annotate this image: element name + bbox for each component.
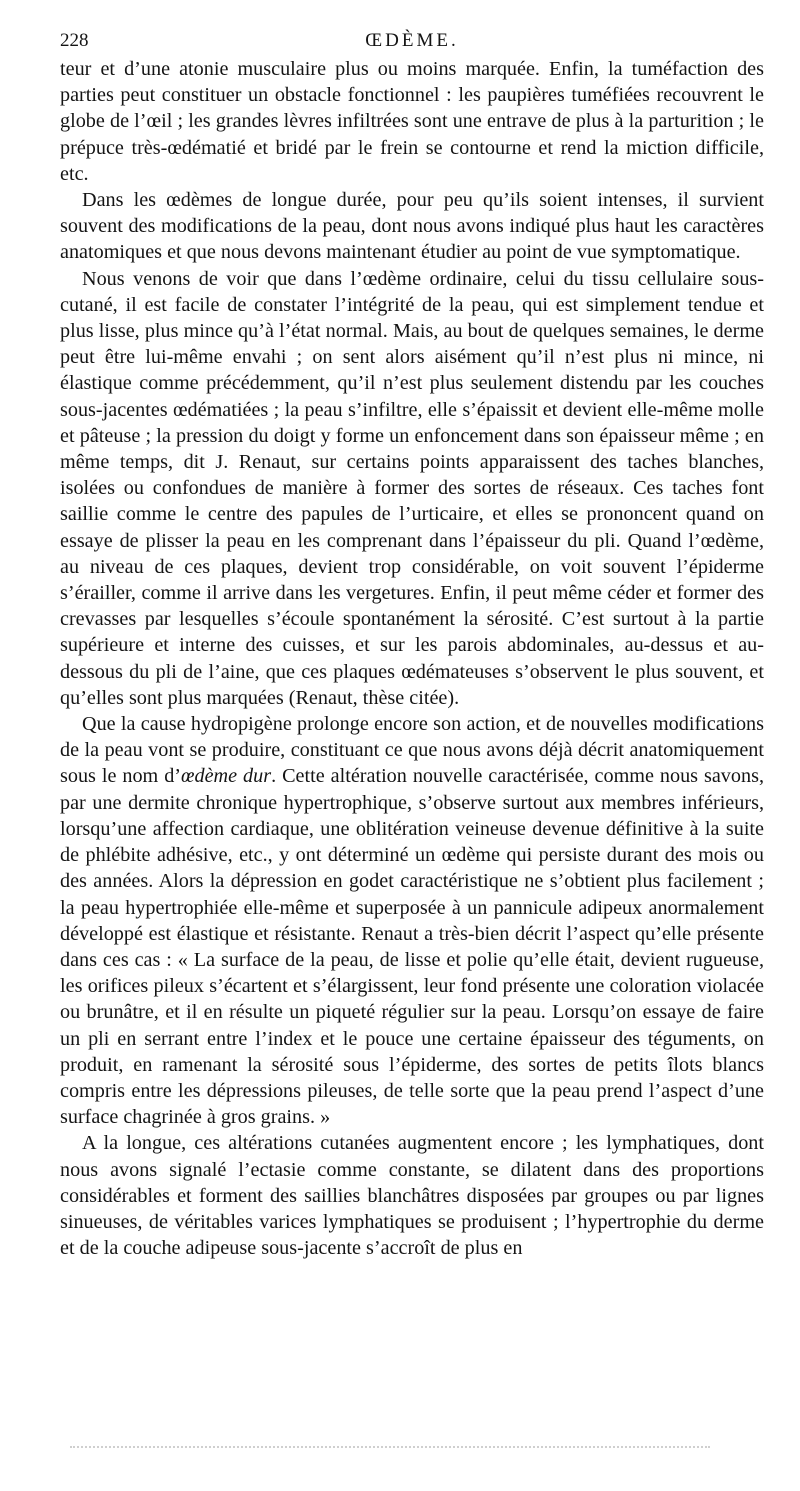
bleed-through-divider — [70, 1446, 710, 1448]
paragraph-text-after: . Cette altération nouvelle caractérisée, comme nous savons, par une dermite chronique hypertrophique, s’observe surtout aux membres inférieurs, lorsqu’une affection cardiaque, une oblitération veineuse devenue définitive à la suite de phlébite adhésive, etc., y ont déterminé un œdème qui persiste durant des mois ou des années. Alors la dépression en godet caractéristique ne s’obtient plus facilement ; la peau hypertrophiée elle-même et superposée à un pannicule adipeux anormalement développé est élastique et résistante. Renaut a très-bien décrit l’aspect qu’elle présente dans ces cas : « La surface de la peau, de lisse et polie qu’elle était, devient rugueuse, les orifices pileux s’écartent et s’élargissent, leur fond présente une coloration violacée ou brunâtre, et il en résulte un piqueté régulier sur la peau. Lorsqu’on essaye de faire un pli en serrant entre l’index et le pouce une certaine épaisseur des téguments, on produit, en ramenant la sérosité sous l’épiderme, des sortes de petits îlots blancs compris entre les dépressions pileuses, de telle sorte que la peau prend l’aspect d’une surface chagrinée à gros grains. » — [60, 765, 764, 1129]
emphasis-term: œdème dur — [181, 765, 272, 788]
book-page — [60, 30, 764, 1261]
paragraph-lymphatic-changes: A la longue, ces altérations cutanées augmentent encore ; les lymphatiques, dont nous avons signalé l’ectasie comme constante, se dilatent dans des proportions considérables et forment des saillies blanchâtres disposées par groupes ou par lignes sinueuses, de véritables varices lymphatiques se produisent ; l’hypertrophie du derme et de la couche adipeuse sous-jacente s’accroît de plus en — [60, 1132, 764, 1260]
paragraph-long-duration-oedema: Dans les œdèmes de longue durée, pour peu qu’ils soient intenses, il survient souvent des modifications de la peau, dont nous avons indiqué plus haut les caractères anatomiques et que nous devons maintenant étudier au point de vue symptomatique. — [60, 189, 764, 264]
paragraph-ordinary-oedema: Nous venons de voir que dans l’œdème ordinaire, celui du tissu cellulaire sous-cutané, il est facile de constater l’intégrité de la peau, qui est simplement tendue et plus lisse, plus mince qu’à l’état normal. Mais, au bout de quelques semaines, le derme peut être lui-même envahi ; on sent alors aisément qu’il n’est plus ni mince, ni élastique comme précédemment, qu’il n’est plus seulement distendu par les couches sous-jacentes œdématiées ; la peau s’infiltre, elle s’épaissit et devient elle-même molle et pâteuse ; la pression du doigt y forme un enfoncement dans son épaisseur même ; en même temps, dit J. Renaut, sur certains points apparaissent des taches blanches, isolées ou confondues de manière à former des sortes de réseaux. Ces taches font saillie comme le centre des papules de l’urticaire, et elles se prononcent quand on essaye de plisser la peau en les comprenant dans l’épaisseur du pli. Quand l’œdème, au niveau de ces plaques, devient trop considérable, on voit souvent l’épiderme s’érailler, comme il arrive dans les vergetures. Enfin, il peut même céder et former des crevasses par lesquelles s’écoule spontanément la sérosité. C’est surtout à la partie supérieure et interne des cuisses, et sur les parois abdominales, au-dessus et au-dessous du pli de l’aine, que ces plaques œdémateuses s’observent le plus souvent, et qu’elles sont plus marquées (Renaut, thèse citée). — [60, 267, 764, 709]
running-head: ŒDÈME. — [365, 30, 459, 51]
paragraph-hard-oedema — [60, 711, 764, 1130]
paragraph-continuation: teur et d’une atonie musculaire plus ou moins marquée. Enfin, la tuméfaction des parties peut constituer un obstacle fonctionnel : les paupières tuméfiées recouvrent le globe de l’œil ; les grandes lèvres infiltrées sont une entrave de plus à la parturition ; le prépuce très-œdématié et bridé par le frein se contourne et rend la miction difficile, etc. — [60, 58, 764, 185]
paragraph-text-before: Que la cause hydropigène prolonge encore son action, et de nouvelles modifications de la peau vont se produire, constituant ce que nous avons déjà décrit anatomiquement sous le nom d’ — [60, 713, 764, 788]
page-header — [60, 30, 764, 56]
page-number: 228 — [60, 30, 89, 51]
body-text — [60, 56, 764, 1261]
